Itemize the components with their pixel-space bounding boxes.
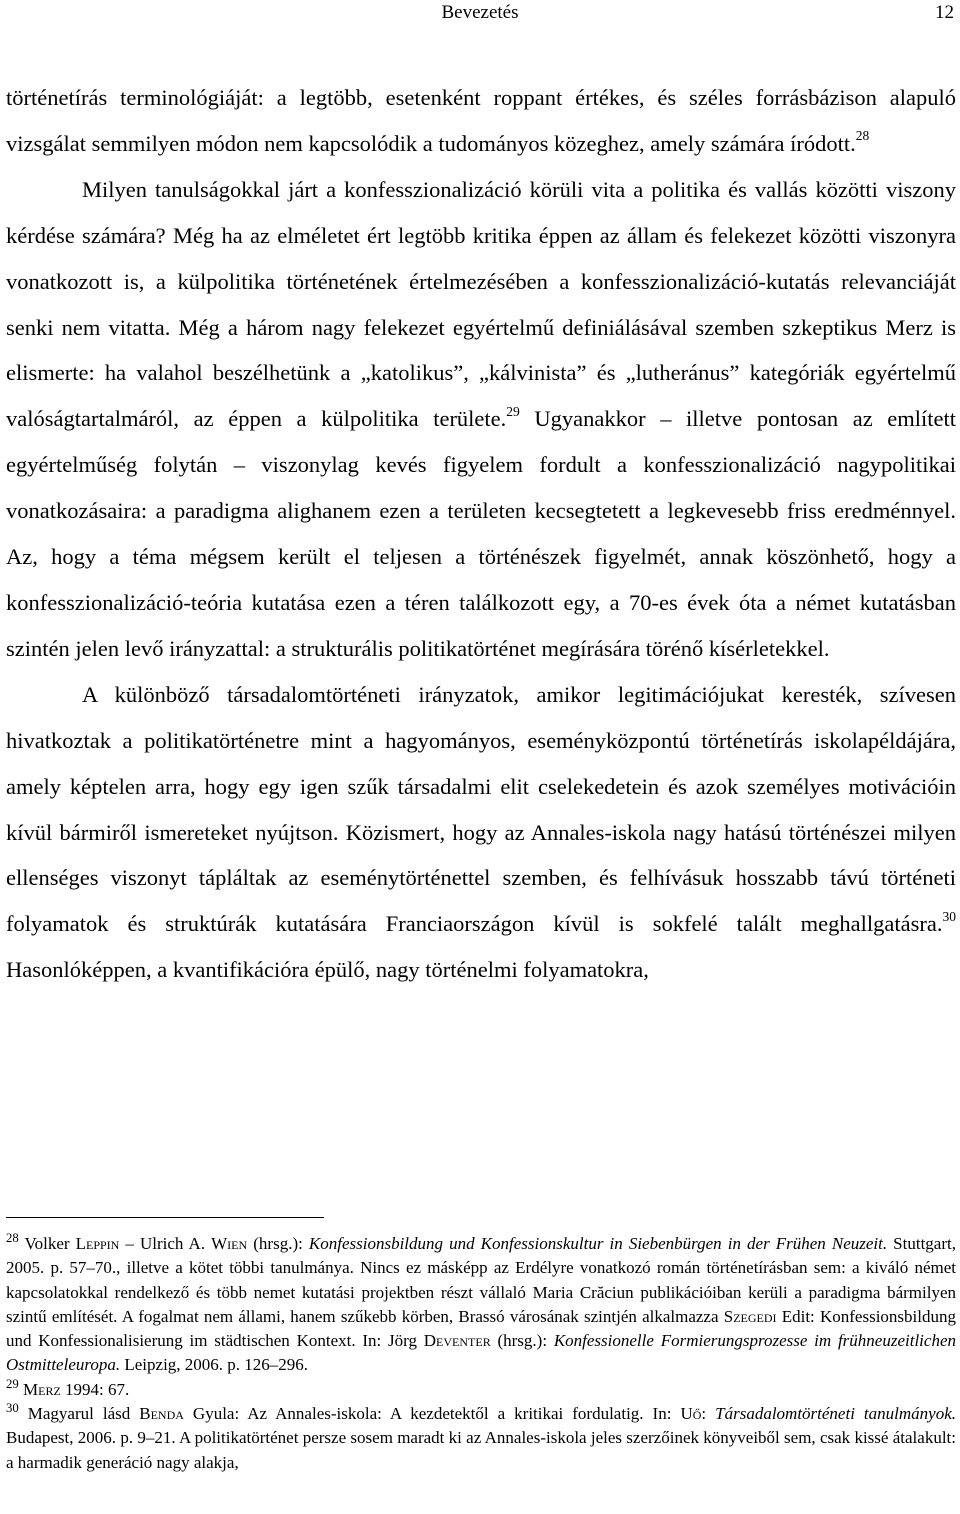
paragraph-text: A különböző társadalomtörténeti irányzatok, amikor legitimációjukat keresték, szívesen hivatkoztak a politikatörténetre mint a hagyományos, eseményközpontú történetírás iskolapéldájára, amely képtelen arra, hogy egy igen szűk társadalmi elit cselekedetein és azok személyes motivációin kívül bármiről ismereteket nyújtson. Közismert, hogy az Annales-iskola nagy hatású történészei milyen ellenséges viszonyt tápláltak az eseménytörténettel szemben, és felhívásuk hosszabb távú történeti folyamatok és struktúrák kutatására Franciaországon kívül is sokfelé talált meghallgatásra. <box>6 681 956 937</box>
paragraph-1 <box>6 75 956 167</box>
footnotes <box>6 1232 956 1475</box>
footnote-ref-28[interactable]: 28 <box>855 128 870 144</box>
book-title: Konfessionsbildung und Konfessionskultur in Siebenbürgen in der Frühen Neuzeit. <box>308 1234 888 1253</box>
paragraph-2 <box>6 167 956 672</box>
book-title: Konfessionelle Formierungsprozesse im frühneuzeitlichen Ostmitteleuropa. <box>6 1331 956 1375</box>
author-name: Deventer <box>423 1331 491 1351</box>
book-title: Társadalomtörténeti tanulmányok. <box>715 1404 956 1424</box>
footnote-text: Leipzig, 2006. p. 126–296. <box>120 1355 309 1375</box>
footnote-text: 1994: 67. <box>60 1379 130 1399</box>
paragraph-3 <box>6 672 956 993</box>
footnote-divider <box>6 1217 324 1218</box>
footnote-text: (hrsg.): <box>490 1331 554 1351</box>
footnote-text: (hrsg.): <box>247 1234 309 1253</box>
author-name: Uő <box>680 1404 702 1424</box>
footnote-29 <box>6 1378 956 1402</box>
footnote-ref-30[interactable]: 30 <box>942 908 956 924</box>
footnote-text: Gyula: Az Annales-iskola: A kezdetektől a kritikai fordulatig. In: <box>183 1404 681 1424</box>
paragraph-text: Milyen tanulságokkal járt a konfesszionalizáció körüli vita a politika és vallás közötti viszony kérdése számára? Még ha az elméletet ért legtöbb kritika éppen az állam és felekezet közötti viszonyra vonatkozott is, a külpolitika történetének értelmezésében a konfesszionalizáció-kutatás relevanciáját senki nem vitatta. Még a három nagy felekezet egyértelmű definiálásával szemben szkeptikus Merz is elismerte: ha valahol beszélhetünk a „katolikus”, „kálvinista” és „lutheránus” kategóriák egyértelmű valóságtartalmáról, az éppen a külpolitika területe. <box>6 176 956 432</box>
author-name: Merz <box>23 1379 61 1399</box>
author-name: Leppin <box>75 1234 120 1253</box>
footnote-28 <box>6 1232 956 1378</box>
footnote-30 <box>6 1402 956 1475</box>
author-name: Benda <box>139 1404 184 1424</box>
paragraph-text: Ugyanakkor – illetve pontosan az említett egyértelműség folytán – viszonylag kevés figyelem fordult a konfesszionalizáció nagypolitikai vonatkozásaira: a paradigma alighanem ezen a területen kecsegtetett a legkevesebb friss eredménnyel. Az, hogy a téma mégsem került el teljesen a történészek figyelmét, annak köszönhető, hogy a konfesszionalizáció-teória kutatása ezen a téren találkozott egy, a 70-es évek óta a német kutatásban szintén jelen levő irányzattal: a strukturális politikatörténet megírására törénő kísérletekkel. <box>6 406 956 661</box>
author-name: Wien <box>211 1234 248 1253</box>
main-text <box>6 75 956 993</box>
page-number: 12 <box>935 2 954 23</box>
paragraph-text: Hasonlóképpen, a kvantifikációra épülő, nagy történelmi folyamatokra, <box>6 957 649 983</box>
footnote-number: 29 <box>6 1376 19 1391</box>
footnote-text: Magyarul lásd <box>18 1404 140 1424</box>
footnote-text: Edit: Konfessionsbildung und Konfessionalisierung im städtischen Kontext. In: Jörg <box>6 1306 956 1351</box>
footnote-text: Stuttgart, 2005. p. 57–70., illetve a kötet többi tanulmánya. Nincs ez másképp az Erdélyre vonatkozó román történetírásban sem: a kiváló német kapcsolatokkal rendelkező és több nemet kutatási projektben részt vállaló Maria Crăciun publikációiban kerüli a paradigma bármilyen szintű említését. A fogalmat nem állami, hanem szűkebb körben, Brassó városának szintjén alkalmazza <box>6 1234 956 1326</box>
footnote-ref-29[interactable]: 29 <box>506 403 520 419</box>
author-name: Szegedi <box>723 1306 777 1326</box>
footnote-text: Budapest, 2006. p. 9–21. A politikatörténet persze sosem maradt ki az Annales-iskola jeles szerzőinek könyveiből sem, csak kissé átalakult: a harmadik generáció nagy alakja, <box>6 1428 956 1472</box>
paragraph-text: történetírás terminológiáját: a legtöbb, esetenként roppant értékes, és széles forrásbázison alapuló vizsgálat semmilyen módon nem kapcsolódik a tudományos közeghez, amely számára íródott. <box>6 85 956 156</box>
footnote-text: : <box>701 1404 716 1424</box>
footnote-number: 28 <box>6 1230 19 1245</box>
page-header <box>6 0 954 26</box>
footnote-text: Volker <box>24 1234 76 1253</box>
footnote-number: 30 <box>6 1400 19 1415</box>
running-title: Bevezetés <box>441 2 519 23</box>
footnote-text: – Ulrich A. <box>119 1234 212 1253</box>
